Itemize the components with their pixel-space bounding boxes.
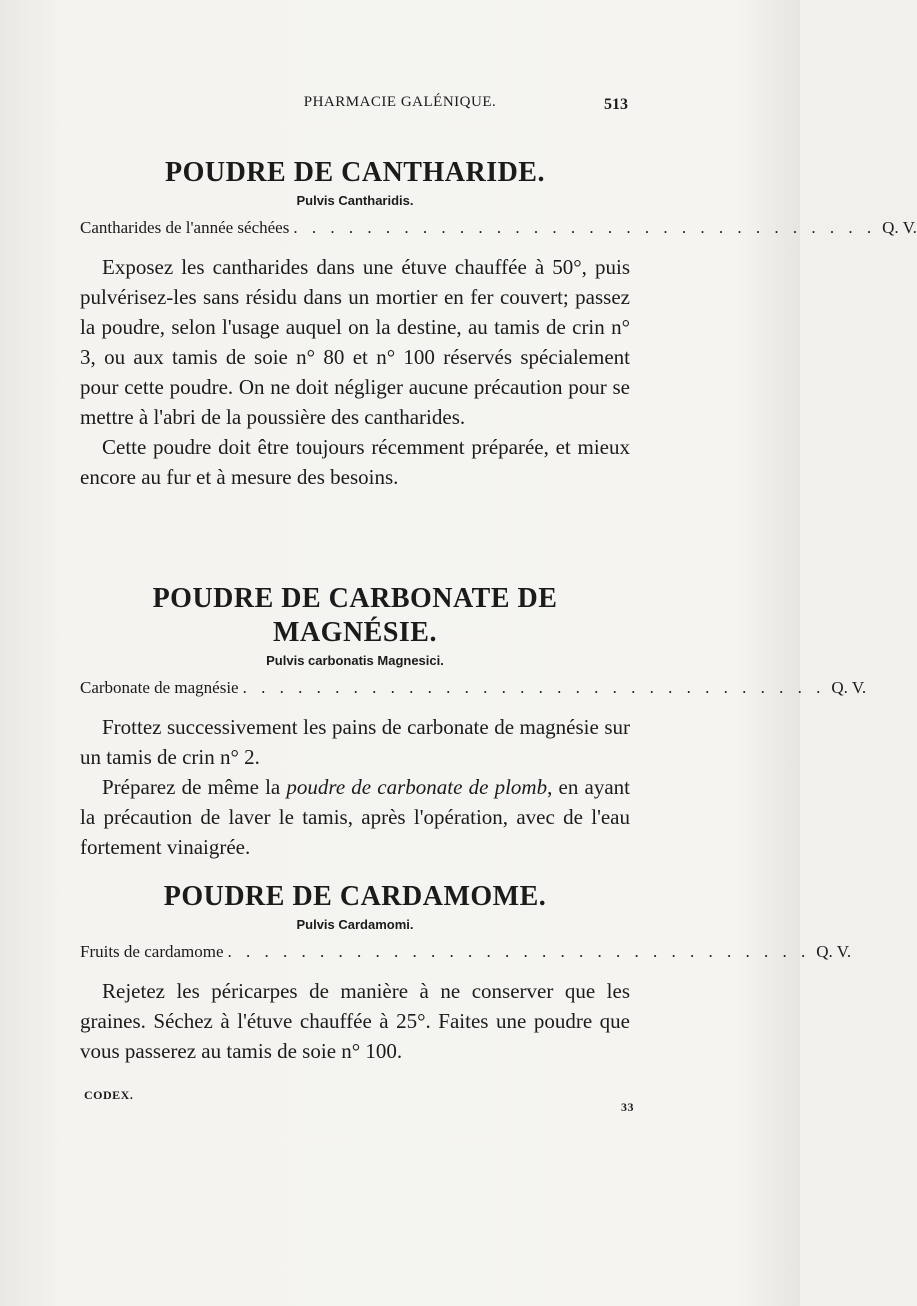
latin-name: Pulvis carbonatis Magnesici. <box>266 653 444 668</box>
latin-name: Pulvis Cardamomi. <box>296 917 414 932</box>
dot-leader: . . . . . . . . . . . . . . . . . . . . . . . . . . . . . . . . <box>293 218 877 237</box>
section-title: POUDRE DE CARDAMOME. <box>163 881 547 912</box>
paragraph-text: Préparez de même la <box>102 775 287 799</box>
quantity: Q. V. <box>882 218 917 237</box>
section-title: POUDRE DE CANTHARIDE. <box>165 157 545 188</box>
paragraph <box>80 772 630 862</box>
recipe-line <box>80 940 852 964</box>
ingredient: Fruits de cardamome <box>80 942 224 961</box>
quantity: Q. V. <box>816 942 852 961</box>
section-cantharide <box>80 156 917 492</box>
section-title: POUDRE DE CARBONATE DE MAGNÉSIE. <box>152 583 558 648</box>
quantity: Q. V. <box>831 678 867 697</box>
running-head: PHARMACIE GALÉNIQUE. <box>303 94 497 110</box>
paragraph: Exposez les cantharides dans une étuve chauffée à 50°, puis pulvérisez-les sans résidu dans un mortier en fer couvert; passez la poudre, selon l'usage auquel on la destine, au tamis de crin n° 3, ou aux tamis de soie n° 80 et n° 100 réservés spécialement pour cette poudre. On ne doit négliger aucune précaution pour se mettre à l'abri de la poussière des cantharides. <box>80 255 630 429</box>
page-footer <box>84 1088 634 1115</box>
paragraph-text: , en ayant la précaution de laver le tamis, après l'opération, avec de l'eau fortement vinaigrée. <box>80 775 630 859</box>
recipe-line <box>80 676 867 700</box>
paragraph: Rejetez les péricarpes de manière à ne conserver que les graines. Séchez à l'étuve chauffée à 25°. Faites une poudre que vous passerez au tamis de soie n° 100. <box>80 979 630 1063</box>
footer-label: CODEX. <box>84 1088 134 1102</box>
latin-name: Pulvis Cantharidis. <box>296 193 414 208</box>
section-cardamome <box>80 880 852 1066</box>
recipe-line <box>80 216 917 240</box>
paragraph: Frottez successivement les pains de carbonate de magnésie sur un tamis de crin n° 2. <box>80 715 630 769</box>
ingredient: Carbonate de magnésie <box>80 678 239 697</box>
signature-mark: 33 <box>621 1100 634 1114</box>
dot-leader: . . . . . . . . . . . . . . . . . . . . . . . . . . . . . . . . <box>242 678 826 697</box>
page-content <box>80 150 917 1063</box>
italic-term: poudre de carbonate de plomb <box>286 775 548 799</box>
paragraph: Cette poudre doit être toujours récemment préparée, et mieux encore au fur et à mesure des besoins. <box>80 435 630 489</box>
ingredient: Cantharides de l'année séchées <box>80 218 290 237</box>
section-carbonate-magnesie <box>80 582 867 862</box>
dot-leader: . . . . . . . . . . . . . . . . . . . . . . . . . . . . . . . . <box>227 942 811 961</box>
page-number: 513 <box>604 96 628 113</box>
